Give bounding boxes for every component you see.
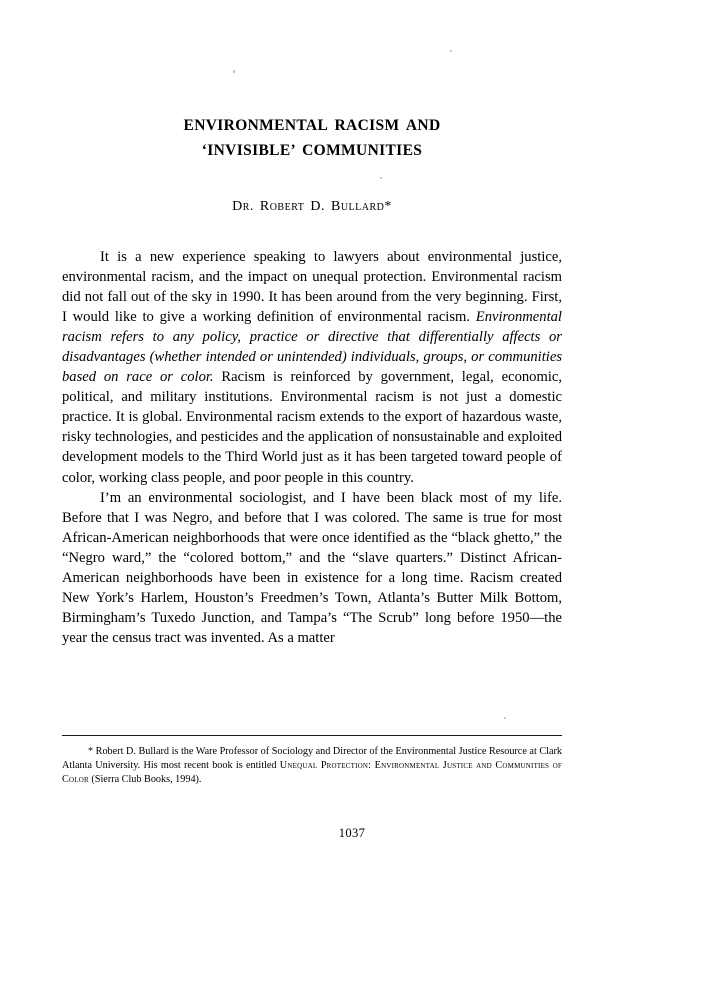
title-line-2: ‘INVISIBLE’ COMMUNITIES — [201, 142, 423, 159]
article-body — [62, 247, 562, 648]
paragraph-2 — [62, 488, 562, 648]
article-title — [62, 0, 562, 163]
paragraph-1-segment-roman-b: Racism is reinforced by government, legal, economic, political, and military institutions. Environmental racism is not just a domestic practice. It is global. Environmental racism extends to the export of hazardous waste, risky technologies, and pesticides and the application of nonsustainable and exploited development models to the Third World just as it has been targeted toward people of color, working class people, and poor people in this country. — [62, 369, 562, 486]
paragraph-1-segment-italic-definition: Environmental racism refers to any policy, practice or directive that differentially affects or disadvantages (whether intended or unintended) individuals, groups, or communities based on race or color. — [62, 309, 562, 386]
author-byline: Dr. Robert D. Bullard* — [232, 199, 392, 214]
paragraph-1-segment-roman-a: It is a new experience speaking to lawyers about environmental justice, environmental racism, and the impact on unequal protection. Environmental racism did not fall out of the sky in 1990. It has been around from the very beginning. First, I would like to give a working definition of environmental racism. — [62, 249, 562, 326]
paragraph-2-segment-roman: I’m an environmental sociologist, and I have been black most of my life. Before that I was Negro, and before that I was colored. The same is true for most African-American neighborhoods that were once identified as the “black ghetto,” the “Negro ward,” the “colored bottom,” and the “slave quarters.” Distinct African-American neighborhoods have been in existence for a long time. Racism created New York’s Harlem, Houston’s Freedmen’s Town, Atlanta’s Butter Milk Bottom, Birmingham’s Tuxedo Junction, and Tampa’s “The Scrub” long before 1950—the year the census tract was invented. As a matter — [62, 489, 562, 646]
footnote-marker: * — [88, 746, 94, 757]
page-number: 1037 — [338, 826, 366, 840]
title-line-1: ENVIRONMENTAL RACISM AND — [183, 117, 441, 134]
footnote-text-before-title: Robert D. Bullard is the Ware Professor of Sociology and Director of the Environmental Justice Resource at Clark Atlanta University. His most recent book is entitled — [62, 746, 562, 772]
footnote-separator-rule — [62, 735, 562, 736]
page-content — [62, 0, 562, 648]
paragraph-1 — [62, 247, 562, 488]
footnote-book-title: Unequal Protection: Environmental Justice and Communities of Color — [62, 760, 562, 786]
footnote-area — [62, 735, 562, 788]
footnote-text-after-title: (Sierra Club Books, 1994). — [88, 774, 202, 786]
footnote-entry — [62, 745, 562, 788]
scan-speckle — [504, 717, 506, 719]
